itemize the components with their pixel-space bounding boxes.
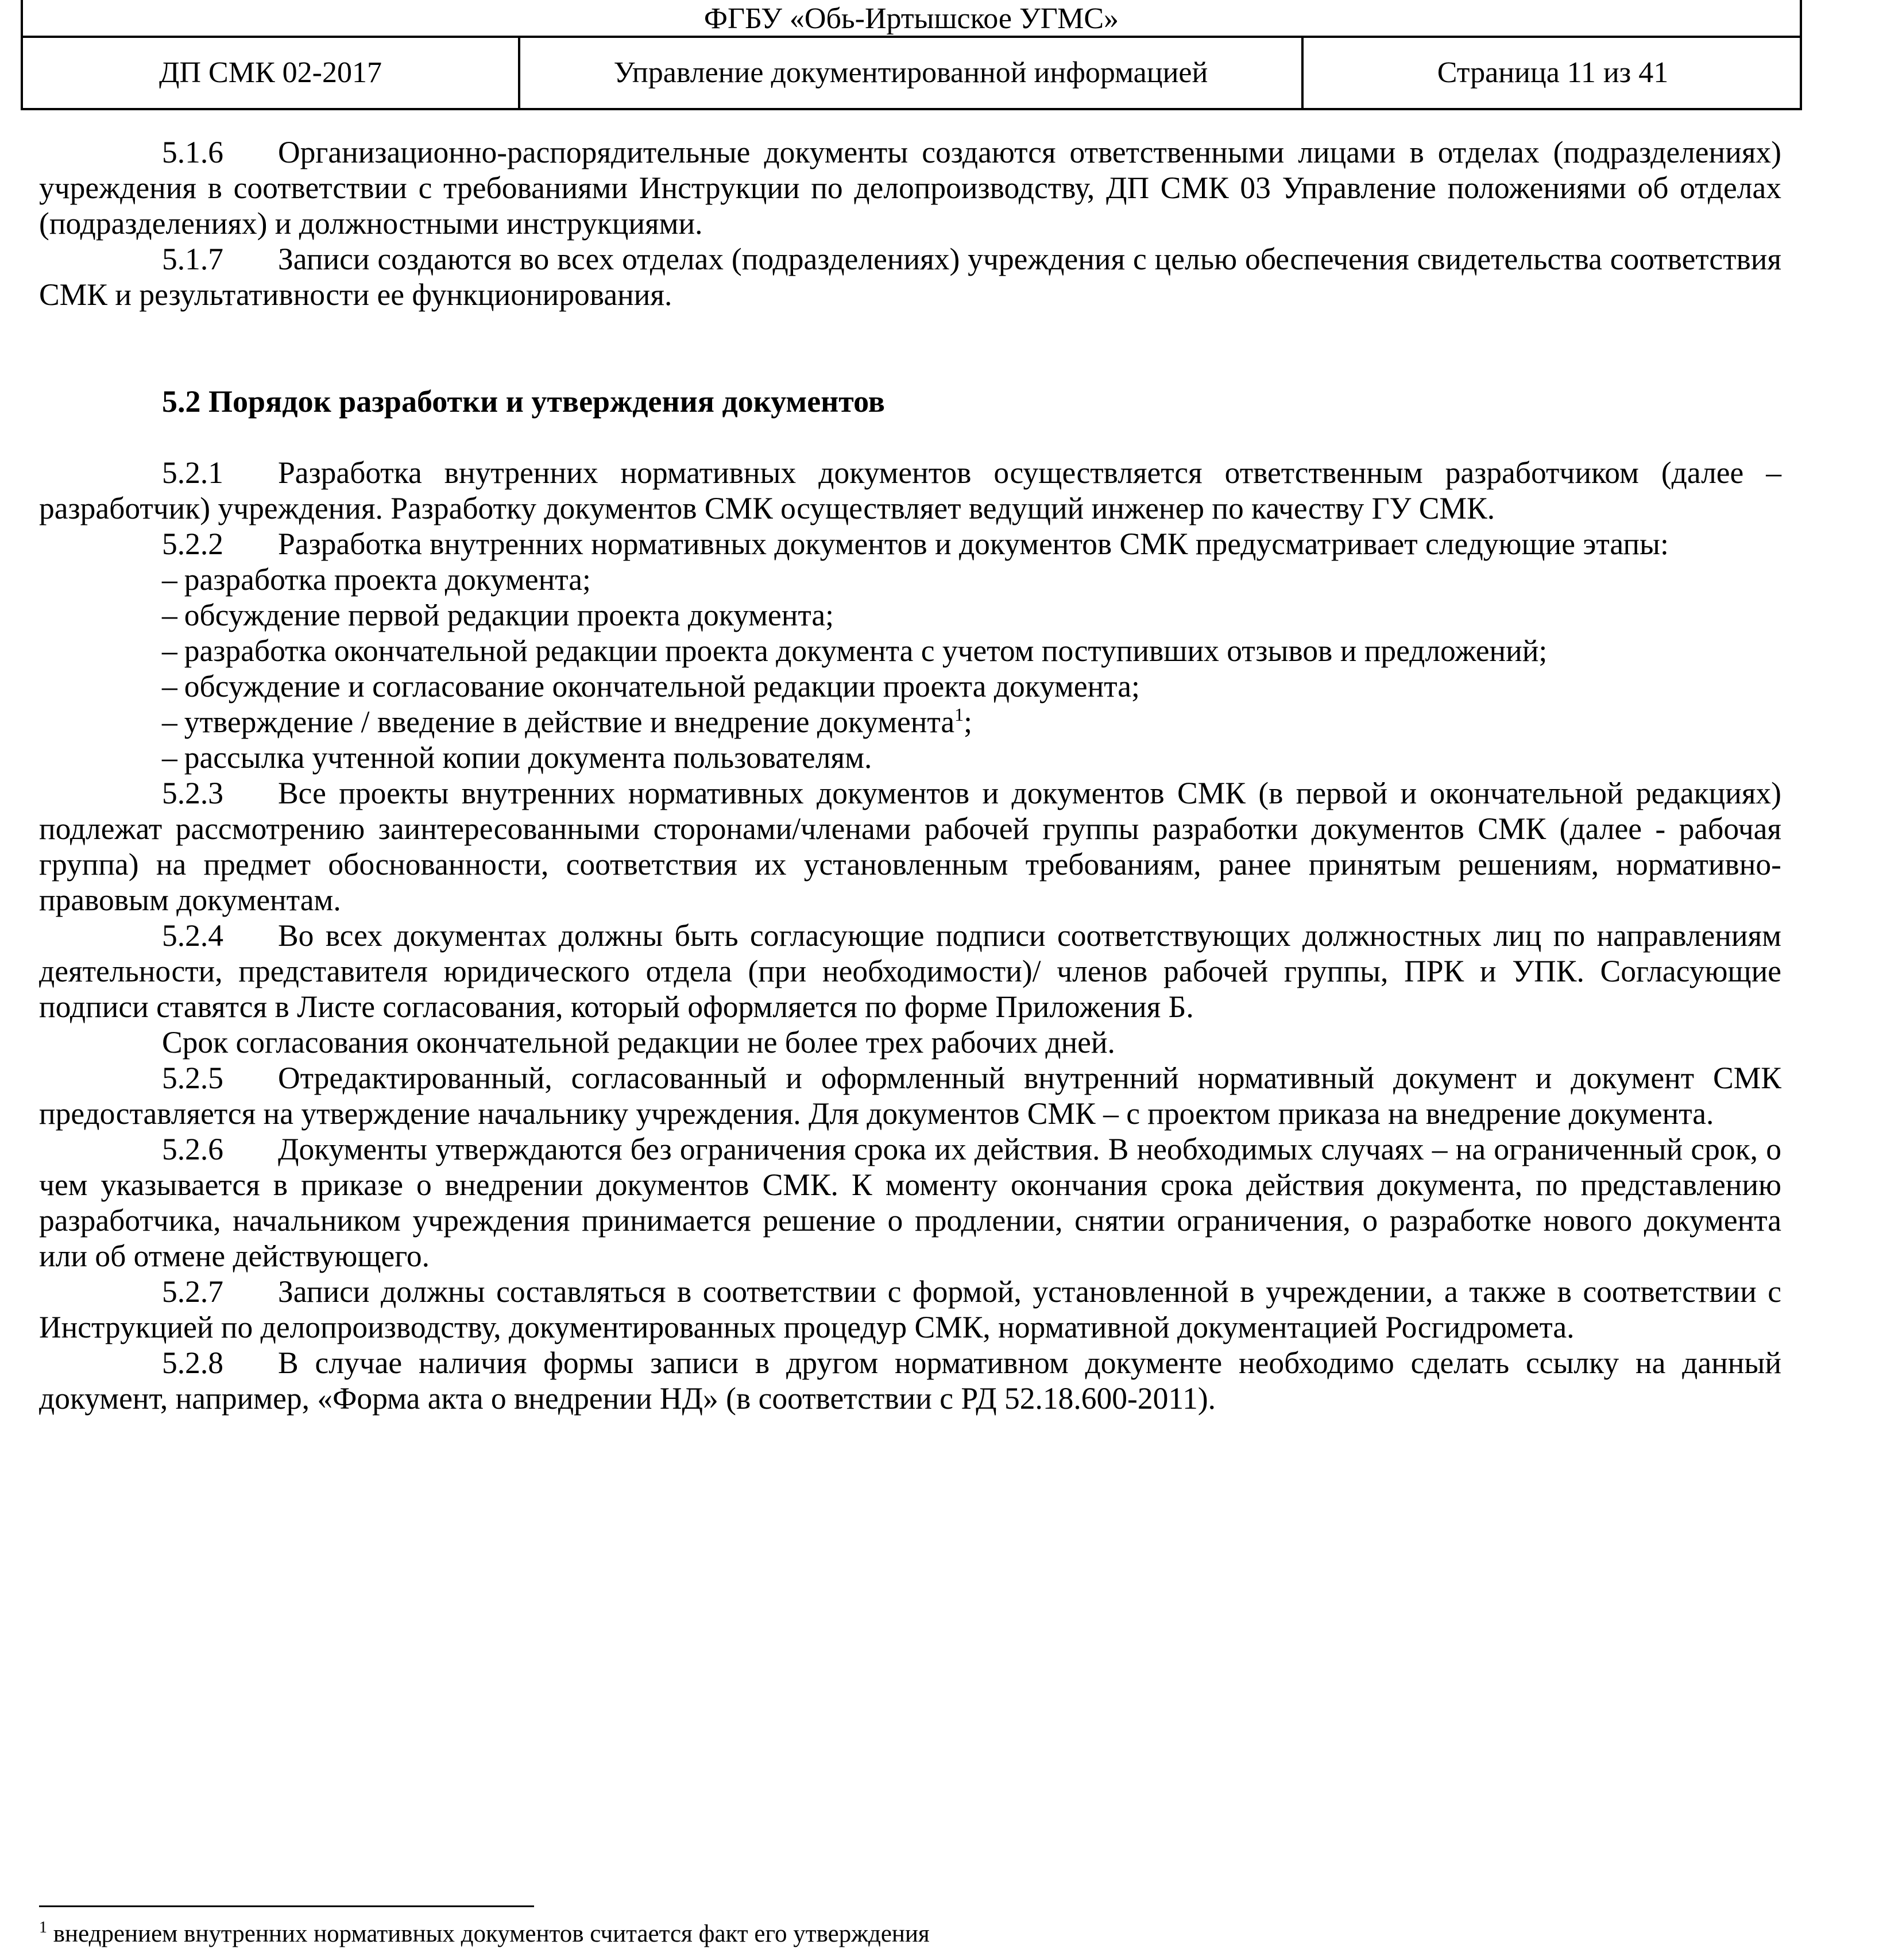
organization-name: ФГБУ «Обь-Иртышское УГМС»	[23, 0, 1800, 38]
footnote-separator	[39, 1905, 534, 1907]
list-item	[39, 633, 1781, 668]
paragraph-5-2-4	[39, 918, 1781, 1025]
footnote-text: внедрением внутренних нормативных документов считается факт его утверждения	[53, 1920, 930, 1947]
paragraph-5-2-5	[39, 1060, 1781, 1131]
paragraph-approval-term: Срок согласования окончательной редакции не более трех рабочих дней.	[162, 1025, 1115, 1060]
list-item-text: обсуждение первой редакции проекта документа;	[184, 598, 834, 632]
paragraph-5-2-3	[39, 775, 1781, 918]
list-dash: –	[162, 633, 177, 668]
section-heading-5-2: 5.2 Порядок разработки и утверждения документов	[162, 384, 885, 419]
paragraph-text: Разработка внутренних нормативных документов осуществляется ответственным разработчиком (далее – разработчик) учреждения. Разработку документов СМК осуществляет ведущий инженер по качеству ГУ СМК.	[39, 455, 1781, 525]
paragraph-text: Во всех документах должны быть согласующие подписи соответствующих должностных лиц по направлениям деятельности, представителя юридического отдела (при необходимости)/ членов рабочей группы, ПРК и УПК. Согласующие подписи ставятся в Листе согласования, который оформляется по форме Приложения Б.	[39, 918, 1781, 1024]
paragraph-number: 5.2.8	[162, 1346, 223, 1380]
list-item-tail: ;	[964, 705, 973, 739]
paragraph-text: Отредактированный, согласованный и оформленный внутренний нормативный документ и документ СМК предоставляется на утверждение начальнику учреждения. Для документов СМК – с проектом приказа на внедрение документа.	[39, 1061, 1781, 1131]
list-item-text: разработка окончательной редакции проекта документа с учетом поступивших отзывов и предложений;	[184, 633, 1548, 668]
document-body	[39, 134, 1781, 1416]
list-item	[39, 668, 1781, 704]
paragraph-5-2-1	[39, 455, 1781, 526]
paragraph-number: 5.2.2	[162, 527, 223, 561]
footnote	[39, 1918, 1762, 1950]
paragraph-5-2-8	[39, 1345, 1781, 1416]
page-number: Страница 11 из 41	[1437, 56, 1669, 89]
paragraph-number: 5.2.5	[162, 1061, 223, 1095]
list-item-text: обсуждение и согласование окончательной редакции проекта документа;	[184, 669, 1140, 703]
list-item	[39, 597, 1781, 633]
paragraph-number: 5.1.7	[162, 242, 223, 276]
paragraph-text: Записи должны составляться в соответствии с формой, установленной в учреждении, а также в соответствии с Инструкцией по делопроизводству, документированных процедур СМК, нормативной документацией Росгидромета.	[39, 1274, 1781, 1344]
document-title: Управление документированной информацией	[520, 38, 1304, 108]
paragraph-5-2-6	[39, 1131, 1781, 1274]
list-dash: –	[162, 598, 177, 632]
list-item-text: разработка проекта документа;	[184, 562, 591, 597]
paragraph-5-2-7	[39, 1274, 1781, 1345]
paragraph-number: 5.1.6	[162, 135, 223, 169]
paragraph-text: Разработка внутренних нормативных документов и документов СМК предусматривает следующие этапы:	[278, 527, 1669, 561]
paragraph-number: 5.2.3	[162, 776, 223, 810]
footnote-reference: 1	[954, 704, 964, 725]
spacer	[39, 312, 1781, 384]
list-item	[39, 704, 1781, 740]
paragraph-number: 5.2.1	[162, 455, 223, 490]
paragraph-text: Записи создаются во всех отделах (подразделениях) учреждения с целью обеспечения свидетельства соответствия СМК и результативности ее функционирования.	[39, 242, 1781, 312]
paragraph-number: 5.2.7	[162, 1274, 223, 1309]
list-item	[39, 562, 1781, 597]
list-item-text: рассылка учтенной копии документа пользователям.	[184, 740, 872, 775]
header-row	[23, 38, 1800, 108]
spacer	[39, 419, 1781, 455]
footnote-marker: 1	[39, 1919, 47, 1936]
paragraph-number: 5.2.6	[162, 1132, 223, 1166]
list-dash: –	[162, 740, 177, 775]
list-dash: –	[162, 562, 177, 597]
list-dash: –	[162, 669, 177, 703]
paragraph-text: Документы утверждаются без ограничения срока их действия. В необходимых случаях – на ограниченный срок, о чем указывается в приказе о внедрении документов СМК. К моменту окончания срока действия документа, по представлению разработчика, начальником учреждения принимается решение о продлении, снятии ограничения, о разработке нового документа или об отмене действующего.	[39, 1132, 1781, 1273]
document-header-table	[21, 0, 1802, 110]
list-item-text: утверждение / введение в действие и внедрение документа	[184, 705, 955, 739]
paragraph-text: Все проекты внутренних нормативных документов и документов СМК (в первой и окончательной редакциях) подлежат рассмотрению заинтересованными сторонами/членами рабочей группы разработки документов СМК (далее - рабочая группа) на предмет обоснованности, соответствия их установленным требованиям, ранее принятым решениям, нормативно-правовым документам.	[39, 776, 1781, 917]
paragraph-number: 5.2.4	[162, 918, 223, 953]
paragraph-5-2-2	[39, 526, 1781, 562]
paragraph-text: Организационно-распорядительные документы создаются ответственными лицами в отделах (подразделениях) учреждения в соответствии с требованиями Инструкции по делопроизводству, ДП СМК 03 Управление положениями об отделах (подразделениях) и должностными инструкциями.	[39, 135, 1781, 241]
paragraph-text: В случае наличия формы записи в другом нормативном документе необходимо сделать ссылку на данный документ, например, «Форма акта о внедрении НД» (в соответствии с РД 52.18.600-2011).	[39, 1346, 1781, 1416]
paragraph-5-1-7	[39, 241, 1781, 312]
list-item	[39, 740, 1781, 775]
document-code: ДП СМК 02-2017	[23, 38, 520, 108]
paragraph-5-1-6	[39, 134, 1781, 241]
list-dash: –	[162, 705, 177, 739]
